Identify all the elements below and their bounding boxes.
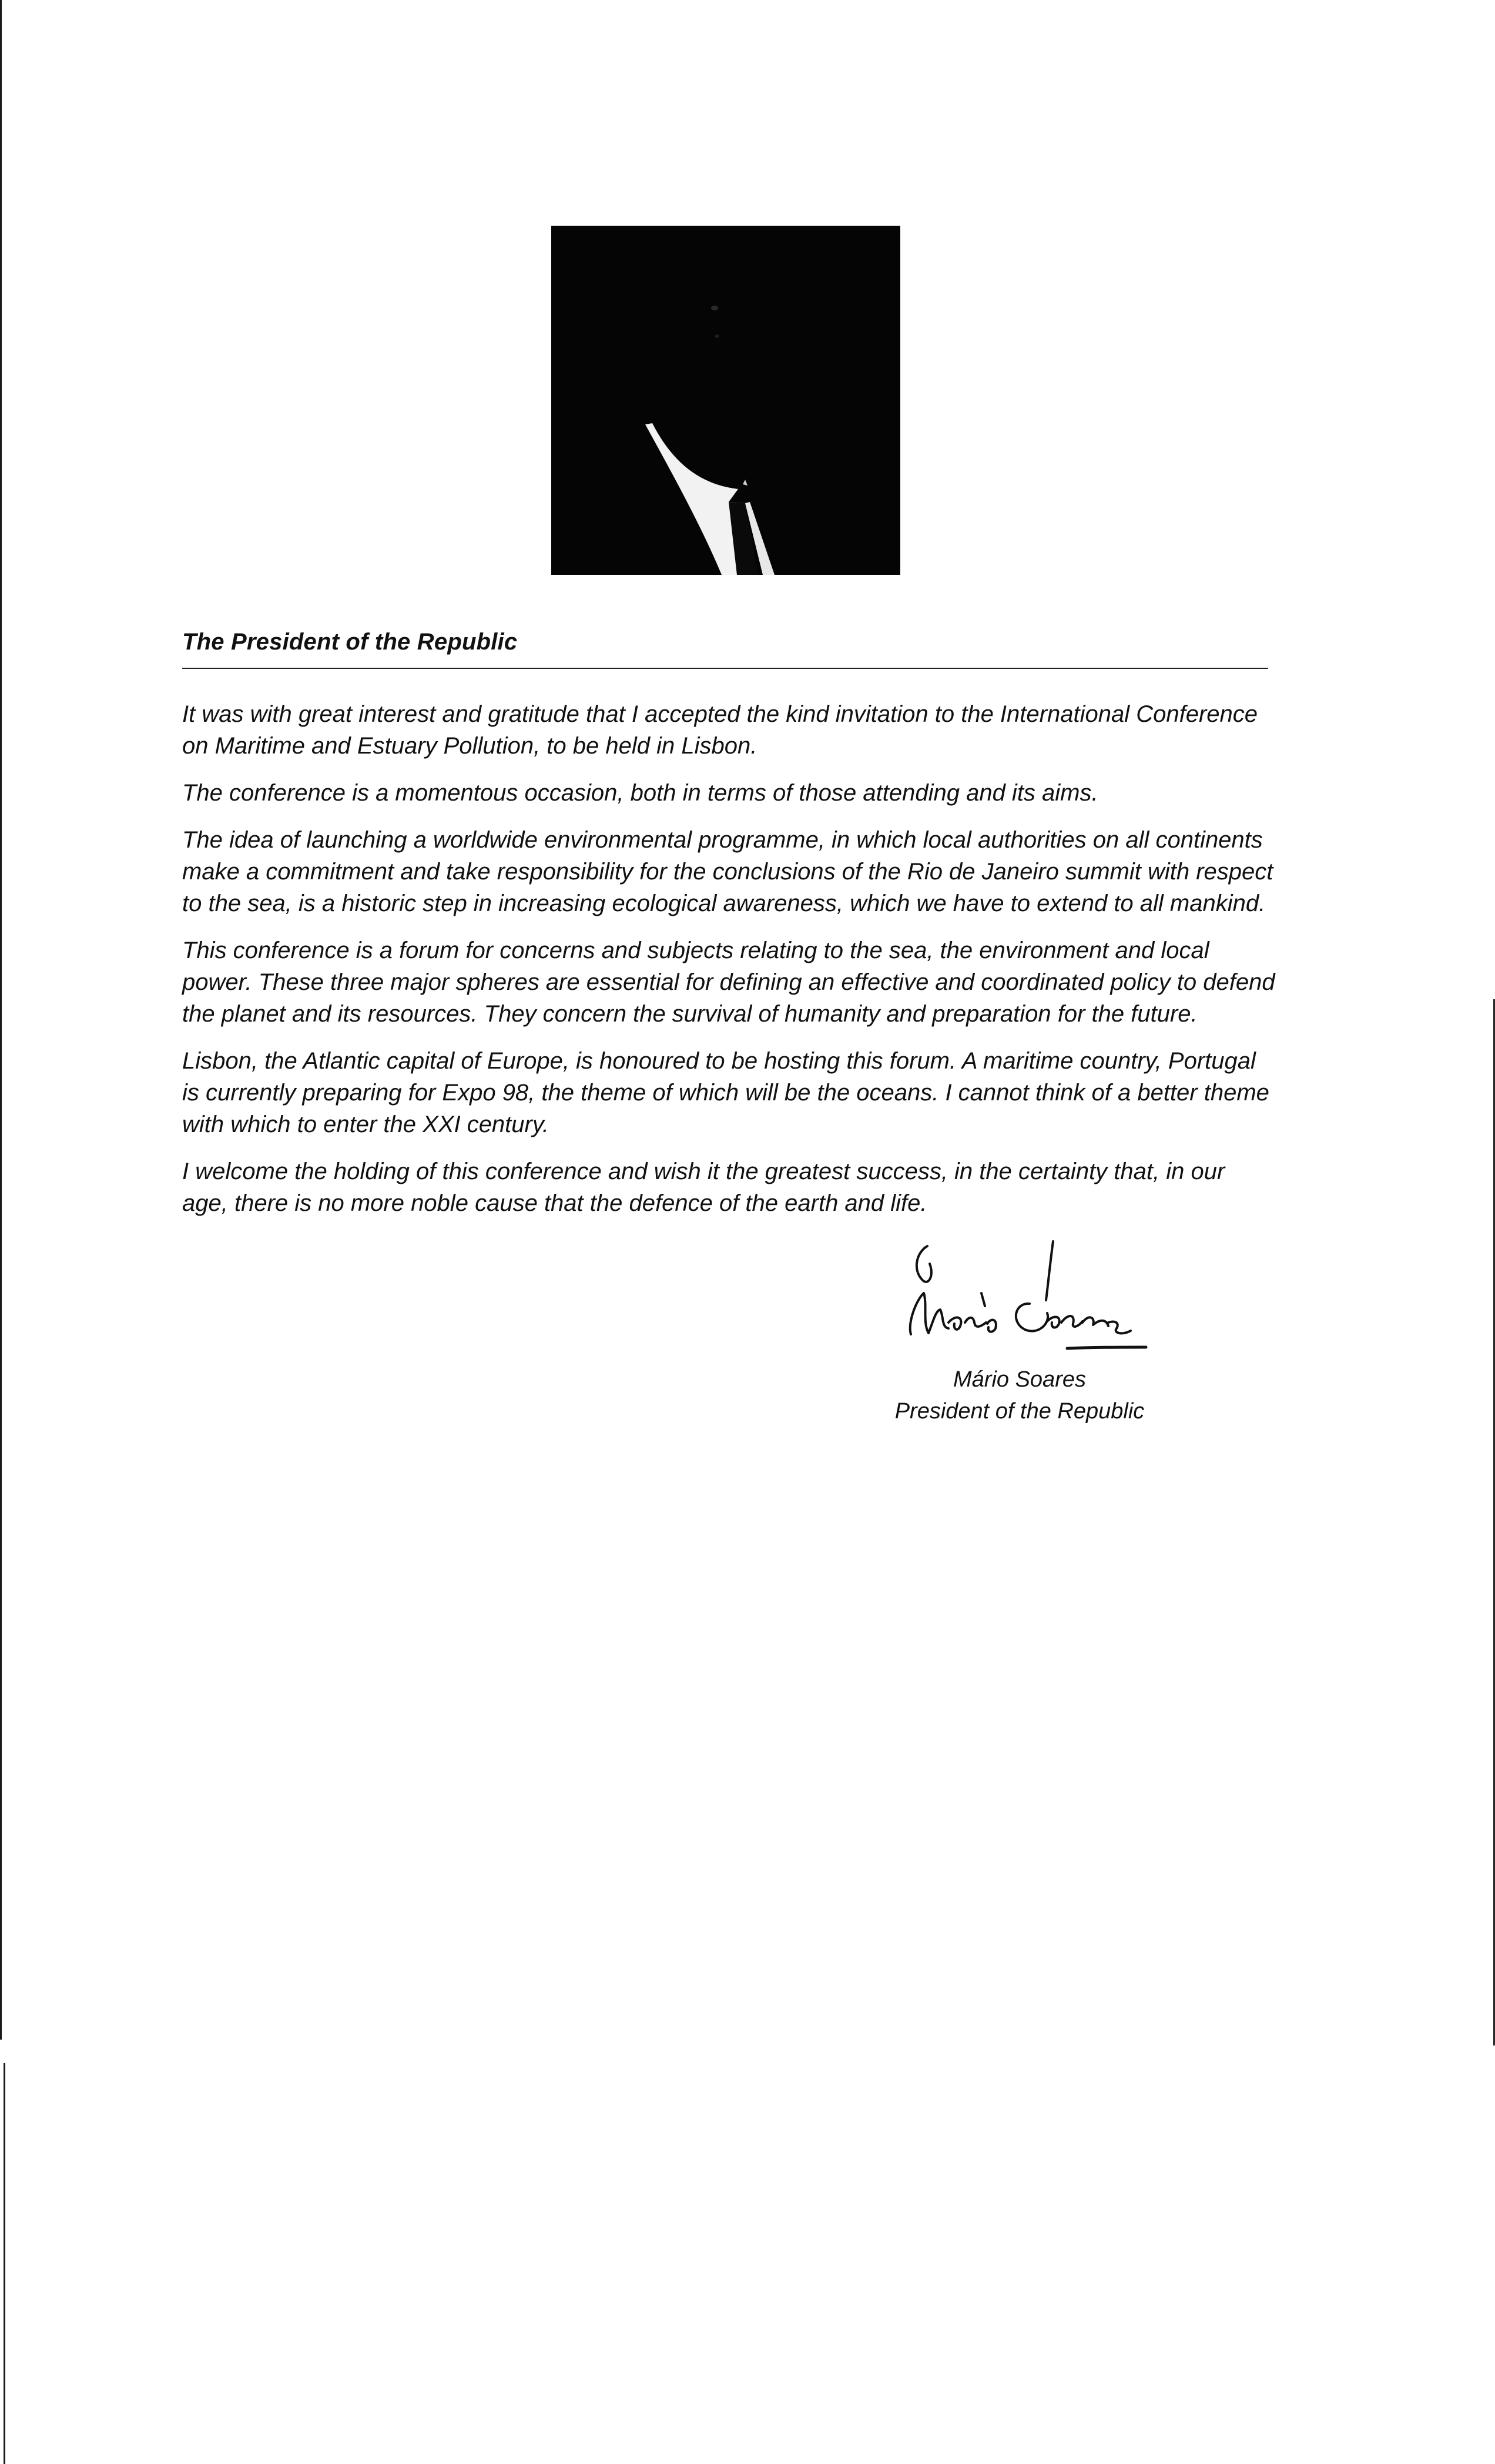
handwritten-signature	[899, 1234, 1158, 1358]
letter-heading: The President of the Republic	[182, 629, 518, 655]
scan-edge-left-lower	[4, 2063, 5, 2464]
paragraph: I welcome the holding of this conference and wish it the greatest success, in the certainty that, in our age, there is no more noble cause that the defence of the earth and life.	[182, 1159, 1225, 1216]
paragraph: Lisbon, the Atlantic capital of Europe, is honoured to be hosting this forum. A maritime country, Portugal is currently preparing for Expo 98, the theme of which will be the oceans. I cannot think of a better theme with which to enter the XXI century.	[182, 1048, 1269, 1137]
paragraph: The conference is a momentous occasion, both in terms of those attending and its aims.	[182, 780, 1098, 806]
portrait-photo	[551, 226, 900, 575]
paragraph: The idea of launching a worldwide environmental programme, in which local authorities on all continents make a commitment and take responsibility for the conclusions of the Rio de Janeiro summit with respect to the sea, is a historic step in increasing ecological awareness, which we have to extend to all mankind.	[182, 827, 1273, 916]
signer-name: Mário Soares	[953, 1367, 1086, 1392]
paragraph: This conference is a forum for concerns and subjects relating to the sea, the environment and local power. These three major spheres are essential for defining an effective and coordinated policy to defend the planet and its resources. They concern the survival of humanity and preparation for the future.	[182, 938, 1275, 1027]
heading-divider	[182, 668, 1268, 669]
signer-block	[858, 1364, 1181, 1427]
scan-edge-left	[0, 0, 2, 2040]
signer-title: President of the Republic	[894, 1399, 1145, 1424]
paragraph: It was with great interest and gratitude that I accepted the kind invitation to the International Conference on Maritime and Estuary Pollution, to be held in Lisbon.	[182, 701, 1258, 759]
letter-body	[182, 698, 1275, 1234]
